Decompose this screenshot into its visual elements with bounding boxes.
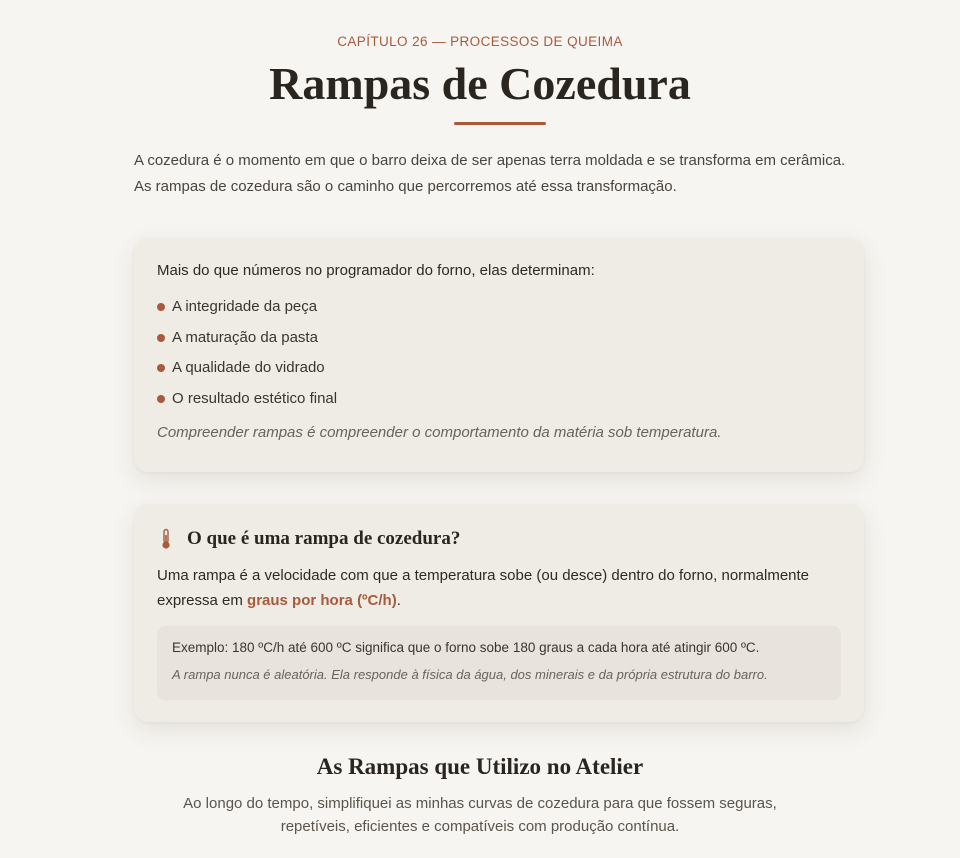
definition-body-text: Uma rampa é a velocidade com que a temperatura sobe (ou desce) dentro do forno, normalmente expressa em	[157, 567, 810, 609]
determinants-lead: Mais do que números no programador do forno, elas determinam:	[157, 262, 595, 279]
determinants-list	[157, 298, 841, 420]
list-item-label: A qualidade do vidrado	[172, 359, 325, 376]
list-item	[157, 298, 841, 329]
page-title: Rampas de Cozedura	[269, 58, 691, 109]
bullet-dot-icon	[157, 334, 165, 342]
section-intro-line-1: Ao longo do tempo, simplifiquei as minhas curvas de cozedura para que fossem seguras,	[183, 795, 777, 812]
list-item	[157, 359, 841, 390]
definition-heading: O que é uma rampa de cozedura?	[187, 528, 461, 549]
list-item-label: O resultado estético final	[172, 389, 338, 407]
title-divider	[454, 122, 546, 125]
list-item	[157, 390, 841, 421]
section-title: As Rampas que Utilizo no Atelier	[316, 754, 644, 779]
intro-line-1: A cozedura é o momento em que o barro deixa de ser apenas terra moldada e se transforma em cerâmica.	[134, 152, 846, 169]
section-intro	[180, 792, 780, 838]
thermometer-icon	[157, 528, 175, 550]
list-item-label: A maturação da pasta	[172, 328, 318, 346]
intro-line-2: As rampas de cozedura são o caminho que percorremos até essa transformação.	[134, 178, 677, 195]
definition-body-end: .	[396, 592, 401, 609]
section-intro-line-2: repetíveis, eficientes e compatíveis com produção contínua.	[280, 818, 680, 835]
bullet-dot-icon	[157, 395, 165, 403]
determinants-note: Compreender rampas é compreender o comportamento da matéria sob temperatura.	[157, 424, 722, 441]
example-note: A rampa nunca é aleatória. Ela responde à física da água, dos minerais e da própria estrutura do barro.	[172, 667, 768, 682]
determinants-card	[134, 238, 864, 472]
list-item-label: A integridade da peça	[172, 298, 318, 315]
definition-body	[157, 563, 841, 613]
bullet-dot-icon	[157, 364, 165, 372]
example-text: Exemplo: 180 ºC/h até 600 ºC significa que o forno sobe 180 graus a cada hora até atingir 600 ºC.	[172, 640, 760, 655]
definition-highlight: graus por hora (ºC/h)	[247, 592, 397, 609]
chapter-eyebrow: CAPÍTULO 26 — PROCESSOS DE QUEIMA	[337, 34, 623, 49]
list-item	[157, 329, 841, 360]
intro-paragraph	[134, 148, 894, 200]
bullet-dot-icon	[157, 303, 165, 311]
definition-card	[134, 504, 864, 722]
example-box	[157, 626, 841, 700]
definition-heading-row	[157, 526, 841, 552]
